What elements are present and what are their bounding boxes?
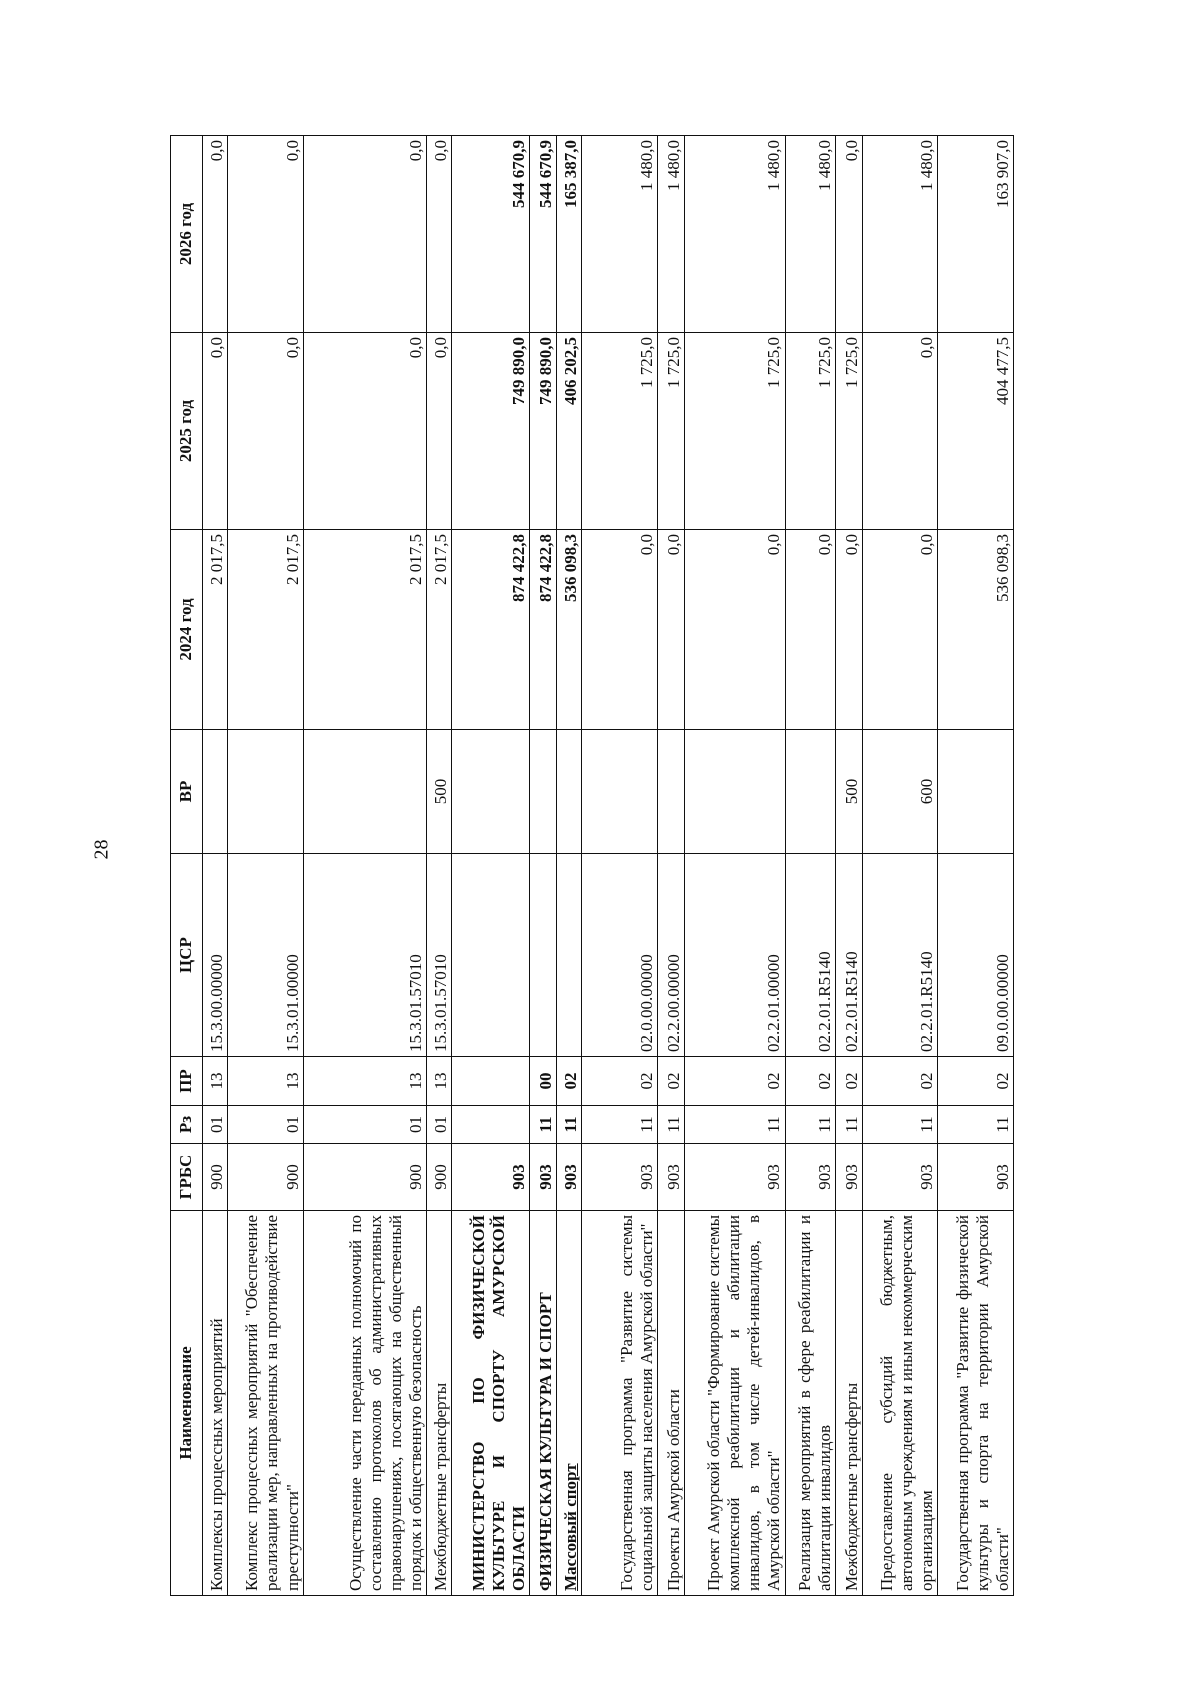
table-cell-pr: 02	[785, 1057, 835, 1106]
table-cell-vr	[684, 730, 785, 854]
table-cell-vr	[452, 730, 530, 854]
table-cell-2025: 404 477,5	[938, 333, 1014, 530]
table-cell-rz: 11	[557, 1106, 582, 1144]
table-cell-name: Массовый спорт	[557, 1211, 582, 1596]
table-header-row	[171, 136, 203, 1596]
table-cell-vr	[557, 730, 582, 854]
header-csr: ЦСР	[171, 854, 203, 1057]
table-cell-vr: 500	[427, 730, 452, 854]
table-row	[657, 136, 684, 1596]
table-cell-csr: 02.0.00.00000	[582, 854, 657, 1057]
table-cell-grbs: 903	[452, 1144, 530, 1211]
table-cell-grbs: 903	[529, 1144, 556, 1211]
table-row	[863, 136, 938, 1596]
table-cell-2025: 1 725,0	[582, 333, 657, 530]
table-cell-pr: 02	[582, 1057, 657, 1106]
table-row	[835, 136, 862, 1596]
table-cell-2024: 0,0	[835, 530, 862, 730]
table-cell-pr: 02	[557, 1057, 582, 1106]
table-cell-2024: 0,0	[657, 530, 684, 730]
table-cell-2024: 2 017,5	[427, 530, 452, 730]
table-cell-csr: 02.2.01.R5140	[785, 854, 835, 1057]
table-cell-name: Комплексы процессных мероприятий	[203, 1211, 228, 1596]
table-cell-2024: 874 422,8	[452, 530, 530, 730]
table-cell-2024: 2 017,5	[303, 530, 427, 730]
table-cell-2025: 0,0	[303, 333, 427, 530]
table-cell-2024: 536 098,3	[938, 530, 1014, 730]
header-pr: ПР	[171, 1057, 203, 1106]
table-cell-vr	[529, 730, 556, 854]
table-cell-2026: 1 480,0	[785, 136, 835, 333]
table-cell-2025: 406 202,5	[557, 333, 582, 530]
table-cell-2024: 0,0	[684, 530, 785, 730]
table-cell-rz	[452, 1106, 530, 1144]
table-cell-csr	[452, 854, 530, 1057]
table-cell-csr: 15.3.00.00000	[203, 854, 228, 1057]
table-cell-name: Проект Амурской области "Формирование системы комплексной реабилитации и абилитации инвалидов, в том числе детей-инвалидов, в Амурской области"	[684, 1211, 785, 1596]
table-cell-2024: 536 098,3	[557, 530, 582, 730]
header-2025: 2025 год	[171, 333, 203, 530]
header-2026: 2026 год	[171, 136, 203, 333]
table-cell-2026: 0,0	[203, 136, 228, 333]
table-cell-2025: 0,0	[228, 333, 303, 530]
table-cell-2026: 1 480,0	[863, 136, 938, 333]
table-cell-csr: 02.2.01.R5140	[835, 854, 862, 1057]
table-cell-vr: 500	[835, 730, 862, 854]
table-cell-vr	[582, 730, 657, 854]
header-vr: ВР	[171, 730, 203, 854]
table-cell-csr: 15.3.01.00000	[228, 854, 303, 1057]
table-cell-rz: 11	[785, 1106, 835, 1144]
table-cell-2026: 0,0	[303, 136, 427, 333]
table-cell-csr: 15.3.01.57010	[427, 854, 452, 1057]
table-cell-pr: 13	[203, 1057, 228, 1106]
table-cell-2024: 0,0	[582, 530, 657, 730]
table-cell-name: Государственная программа "Развитие физической культуры и спорта на территории Амурской области"	[938, 1211, 1014, 1596]
table-row	[452, 136, 530, 1596]
table-cell-name: Осуществление части переданных полномочий по составлению протоколов об административных правонарушениях, посягающих на общественный порядок и общественную безопасность	[303, 1211, 427, 1596]
table-cell-2026: 544 670,9	[452, 136, 530, 333]
table-cell-2024: 2 017,5	[203, 530, 228, 730]
table-cell-rz: 11	[863, 1106, 938, 1144]
table-cell-grbs: 903	[557, 1144, 582, 1211]
table-row	[582, 136, 657, 1596]
table-cell-2024: 874 422,8	[529, 530, 556, 730]
table-cell-rz: 01	[203, 1106, 228, 1144]
table-cell-vr	[203, 730, 228, 854]
table-cell-rz: 01	[303, 1106, 427, 1144]
table-cell-csr: 02.2.01.R5140	[863, 854, 938, 1057]
table-cell-2026: 1 480,0	[657, 136, 684, 333]
table-cell-rz: 11	[582, 1106, 657, 1144]
table-row	[684, 136, 785, 1596]
header-rz: Рз	[171, 1106, 203, 1144]
table-row	[427, 136, 452, 1596]
table-row	[303, 136, 427, 1596]
table-cell-pr: 13	[303, 1057, 427, 1106]
table-row	[529, 136, 556, 1596]
header-grbs: ГРБС	[171, 1144, 203, 1211]
table-cell-2025: 0,0	[203, 333, 228, 530]
table-cell-name: Комплекс процессных мероприятий "Обеспечение реализации мер, направленных на противодействие преступности"	[228, 1211, 303, 1596]
table-cell-rz: 11	[529, 1106, 556, 1144]
rotated-table-wrapper	[170, 136, 1014, 1596]
table-cell-pr: 02	[657, 1057, 684, 1106]
table-row	[557, 136, 582, 1596]
table-cell-grbs: 900	[203, 1144, 228, 1211]
table-cell-2025: 1 725,0	[785, 333, 835, 530]
table-cell-grbs: 903	[863, 1144, 938, 1211]
table-cell-name: Проекты Амурской области	[657, 1211, 684, 1596]
table-cell-pr: 13	[228, 1057, 303, 1106]
table-row	[785, 136, 835, 1596]
table-cell-grbs: 903	[785, 1144, 835, 1211]
table-cell-csr	[529, 854, 556, 1057]
table-cell-csr	[557, 854, 582, 1057]
table-cell-2026: 0,0	[228, 136, 303, 333]
table-cell-2025: 1 725,0	[684, 333, 785, 530]
table-cell-csr: 02.2.01.00000	[684, 854, 785, 1057]
table-cell-2025: 1 725,0	[657, 333, 684, 530]
table-cell-name: Межбюджетные трансферты	[427, 1211, 452, 1596]
table-cell-2025: 1 725,0	[835, 333, 862, 530]
table-cell-csr: 15.3.01.57010	[303, 854, 427, 1057]
table-cell-grbs: 900	[303, 1144, 427, 1211]
table-cell-grbs: 903	[582, 1144, 657, 1211]
table-cell-2026: 165 387,0	[557, 136, 582, 333]
table-cell-grbs: 903	[835, 1144, 862, 1211]
table-cell-name: Предоставление субсидий бюджетным, автономным учреждениям и иным некоммерческим организациям	[863, 1211, 938, 1596]
table-row	[228, 136, 303, 1596]
table-cell-vr	[785, 730, 835, 854]
table-cell-pr: 02	[684, 1057, 785, 1106]
table-cell-2026: 0,0	[835, 136, 862, 333]
table-cell-name: ФИЗИЧЕСКАЯ КУЛЬТУРА И СПОРТ	[529, 1211, 556, 1596]
header-2024: 2024 год	[171, 530, 203, 730]
table-cell-2026: 544 670,9	[529, 136, 556, 333]
table-cell-pr: 00	[529, 1057, 556, 1106]
table-cell-pr: 13	[427, 1057, 452, 1106]
table-cell-vr	[657, 730, 684, 854]
table-cell-2026: 1 480,0	[582, 136, 657, 333]
table-cell-csr: 09.0.00.00000	[938, 854, 1014, 1057]
table-row	[203, 136, 228, 1596]
table-cell-grbs: 903	[684, 1144, 785, 1211]
table-cell-rz: 01	[228, 1106, 303, 1144]
table-cell-2025: 749 890,0	[452, 333, 530, 530]
table-cell-2026: 1 480,0	[684, 136, 785, 333]
table-body	[203, 136, 1014, 1596]
table-cell-vr	[228, 730, 303, 854]
table-cell-pr: 02	[938, 1057, 1014, 1106]
page-number: 28	[90, 839, 113, 860]
table-cell-rz: 11	[938, 1106, 1014, 1144]
table-cell-2024: 0,0	[785, 530, 835, 730]
table-cell-vr	[303, 730, 427, 854]
table-cell-2026: 163 907,0	[938, 136, 1014, 333]
table-cell-vr: 600	[863, 730, 938, 854]
table-cell-grbs: 903	[657, 1144, 684, 1211]
table-cell-2025: 0,0	[863, 333, 938, 530]
table-cell-pr: 02	[863, 1057, 938, 1106]
table-cell-rz: 11	[684, 1106, 785, 1144]
budget-table	[170, 135, 1014, 1596]
table-cell-2024: 0,0	[863, 530, 938, 730]
table-cell-pr: 02	[835, 1057, 862, 1106]
table-cell-2025: 0,0	[427, 333, 452, 530]
header-name: Наименование	[171, 1211, 203, 1596]
table-cell-grbs: 900	[228, 1144, 303, 1211]
table-cell-2025: 749 890,0	[529, 333, 556, 530]
table-cell-name: Реализация мероприятий в сфере реабилитации и абилитации инвалидов	[785, 1211, 835, 1596]
table-cell-rz: 11	[835, 1106, 862, 1144]
table-cell-vr	[938, 730, 1014, 854]
table-cell-csr: 02.2.00.00000	[657, 854, 684, 1057]
table-cell-name: Межбюджетные трансферты	[835, 1211, 862, 1596]
table-cell-pr	[452, 1057, 530, 1106]
table-cell-name: Государственная программа "Развитие системы социальной защиты населения Амурской области"	[582, 1211, 657, 1596]
table-cell-rz: 11	[657, 1106, 684, 1144]
table-cell-grbs: 903	[938, 1144, 1014, 1211]
table-cell-name: МИНИСТЕРСТВО ПО ФИЗИЧЕСКОЙ КУЛЬТУРЕ И СПОРТУ АМУРСКОЙ ОБЛАСТИ	[452, 1211, 530, 1596]
table-cell-2026: 0,0	[427, 136, 452, 333]
table-cell-2024: 2 017,5	[228, 530, 303, 730]
table-row	[938, 136, 1014, 1596]
table-cell-grbs: 900	[427, 1144, 452, 1211]
table-cell-rz: 01	[427, 1106, 452, 1144]
